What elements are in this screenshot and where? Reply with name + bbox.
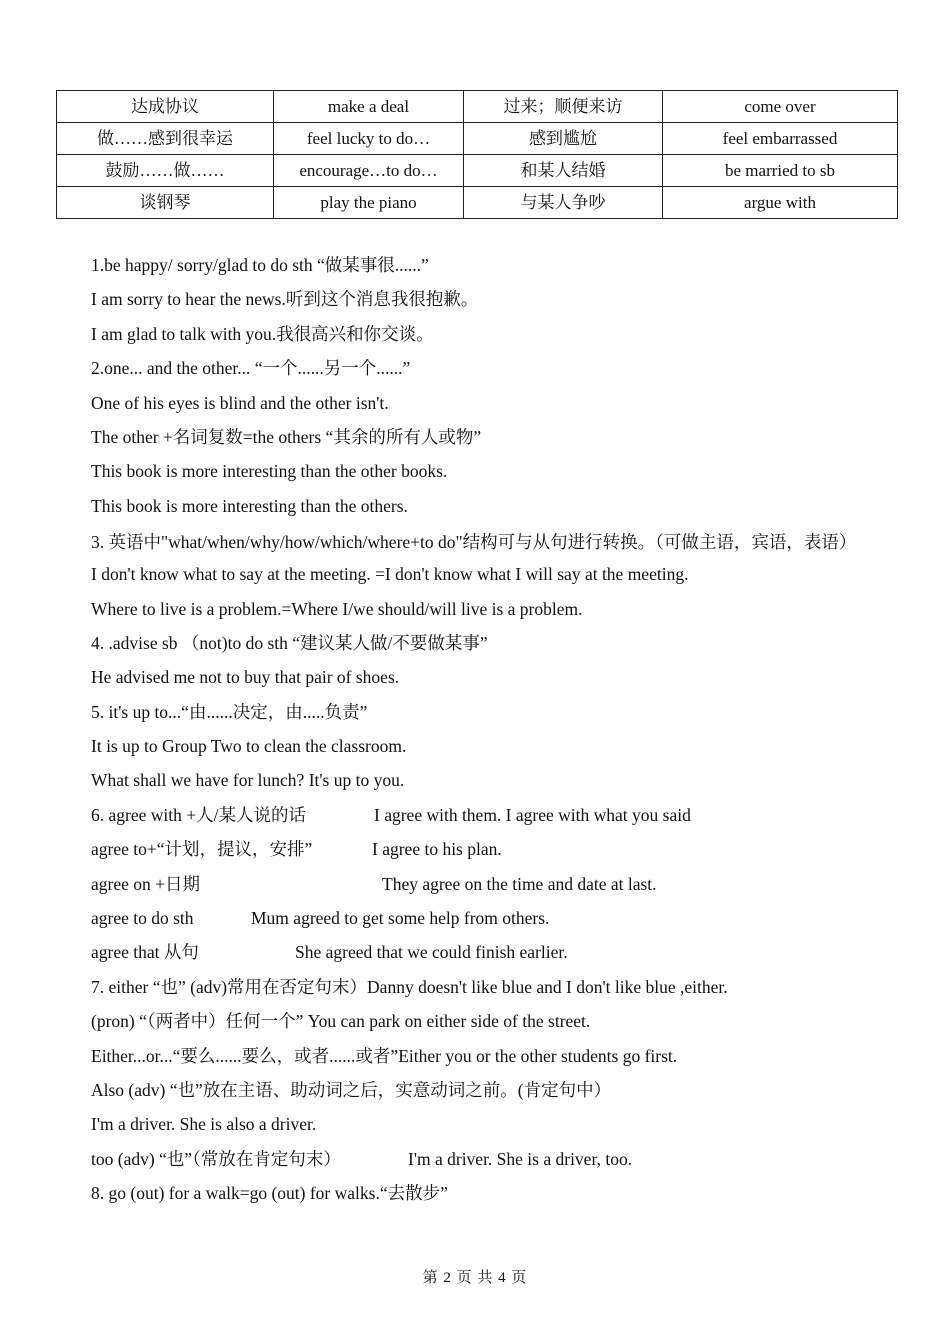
note-line: He advised me not to buy that pair of shoes. xyxy=(91,667,400,688)
note-line xyxy=(91,800,881,834)
note-line: Either...or...“要么......要么，或者......或者”Either you or the other students go first. xyxy=(91,1045,678,1066)
page-number: 第 2 页 共 4 页 xyxy=(422,1270,528,1286)
table-row xyxy=(57,91,898,123)
table-row xyxy=(57,155,898,187)
note-line: 8. go (out) for a walk=go (out) for walks.“去散步” xyxy=(91,1183,448,1204)
note-line: Also (adv) “也”放在主语、助动词之后，实意动词之前。(肯定句中） xyxy=(91,1079,612,1100)
table-row xyxy=(57,123,898,155)
table-row xyxy=(57,187,898,219)
table-cell: feel lucky to do… xyxy=(274,123,464,155)
table-cell: 与某人争吵 xyxy=(464,187,663,219)
table-cell: make a deal xyxy=(274,91,464,123)
note-line: It is up to Group Two to clean the classroom. xyxy=(91,736,407,757)
note-line: I am glad to talk with you.我很高兴和你交谈。 xyxy=(91,323,434,344)
note-term: agree on +日期 xyxy=(91,873,200,894)
note-line xyxy=(91,869,881,903)
table-cell: 感到尴尬 xyxy=(464,123,663,155)
note-term: agree that 从句 xyxy=(91,942,199,963)
note-term: agree to do sth xyxy=(91,908,194,929)
table-cell: 谈钢琴 xyxy=(57,187,274,219)
note-line: 3. 英语中"what/when/why/how/which/where+to do"结构可与从句进行转换。（可做主语，宾语，表语） xyxy=(91,532,857,553)
note-line: 2.one... and the other... “一个......另一个......” xyxy=(91,358,411,379)
note-line: 1.be happy/ sorry/glad to do sth “做某事很......” xyxy=(91,255,429,275)
table-cell: argue with xyxy=(663,187,898,219)
table-cell: encourage…to do… xyxy=(274,155,464,187)
note-term: too (adv) “也”（常放在肯定句末） xyxy=(91,1148,341,1169)
note-term: 6. agree with +人/某人说的话 xyxy=(91,804,306,825)
note-line xyxy=(91,834,881,868)
table-cell: 鼓励……做…… xyxy=(57,155,274,187)
note-line xyxy=(91,1144,881,1178)
note-example: They agree on the time and date at last. xyxy=(382,873,657,894)
note-example: Mum agreed to get some help from others. xyxy=(251,908,550,929)
note-term: agree to+“计划，提议，安排” xyxy=(91,839,313,860)
table-cell: 做……感到很幸运 xyxy=(57,123,274,155)
table-cell: 达成协议 xyxy=(57,91,274,123)
grammar-notes xyxy=(91,250,881,1213)
table-cell: play the piano xyxy=(274,187,464,219)
note-example: I agree with them. I agree with what you said xyxy=(374,804,691,825)
note-line: One of his eyes is blind and the other isn't. xyxy=(91,392,389,413)
note-example: She agreed that we could finish earlier. xyxy=(295,942,568,963)
table-cell: come over xyxy=(663,91,898,123)
table-cell: 和某人结婚 xyxy=(464,155,663,187)
note-line xyxy=(91,937,881,971)
note-line: 7. either “也” (adv)常用在否定句末）Danny doesn't like blue and I don't like blue ,either. xyxy=(91,976,728,997)
note-example: I'm a driver. She is a driver, too. xyxy=(408,1148,633,1169)
table-cell: be married to sb xyxy=(663,155,898,187)
table-cell: 过来；顺便来访 xyxy=(464,91,663,123)
vocabulary-table xyxy=(56,90,898,219)
note-example: I agree to his plan. xyxy=(372,839,502,860)
note-line: I'm a driver. She is also a driver. xyxy=(91,1114,317,1135)
note-line: What shall we have for lunch? It's up to you. xyxy=(91,770,405,791)
note-line: (pron) “（两者中）任何一个” You can park on either side of the street. xyxy=(91,1011,591,1032)
table-cell: feel embarrassed xyxy=(663,123,898,155)
note-line: 5. it's up to...“由......决定，由.....负责” xyxy=(91,701,368,722)
note-line: Where to live is a problem.=Where I/we should/will live is a problem. xyxy=(91,598,583,619)
note-line: I don't know what to say at the meeting. =I don't know what I will say at the meeting. xyxy=(91,564,689,585)
note-line: This book is more interesting than the other books. xyxy=(91,461,448,482)
note-line: This book is more interesting than the others. xyxy=(91,495,408,516)
note-line xyxy=(91,903,881,937)
note-line: 4. .advise sb （not)to do sth “建议某人做/不要做某事” xyxy=(91,632,488,653)
note-line: I am sorry to hear the news.听到这个消息我很抱歉。 xyxy=(91,289,479,310)
note-line: The other +名词复数=the others “其余的所有人或物” xyxy=(91,426,482,447)
